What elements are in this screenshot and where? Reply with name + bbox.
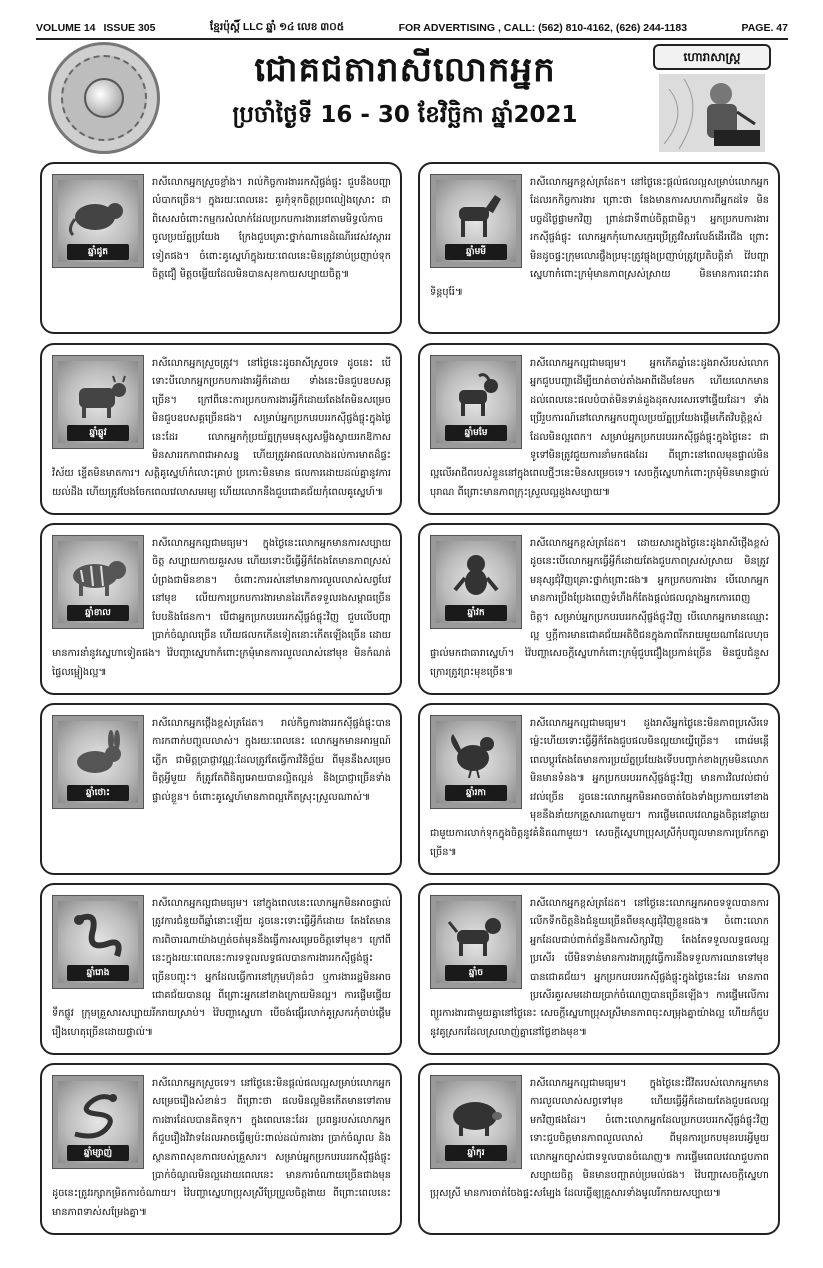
horoscope-text: រាសីលោកអ្នកខ្ពស់ត្រដែត។ នៅថ្ងៃនេះលោកអ្នកអាចទទួលបានការលើកទឹកចិត្តនិងជំនួយច្រើនពីមនុស្សជុំវិញខ្លួនផង៕ ចំពោះលោកអ្នកដែលជាប់ពាក់ព័ន្ធនឹងការសិក្សាវិញ តែងតែទទួលលទ្ធផលល្អប្រសើរ បើមិនទាន់មានការងារត្រូវធ្វើការនឹងទទួលការឈានទៅមុខបានជោគជ័យ។ អ្នកប្រកបរបររកស៊ីផ្ចង់ផ្ចុះក្នុងថ្ងៃនេះដែរ មានភាពប្រសើរគួរសមដោយប្រាក់ចំណេញបានច្រើនឡើង។ ការផ្ទើមលើការព្យួរការងារជាមួយគ្នានៅថ្ងៃនេះ សេចក្តីស្នេហាប្រុសស្រីមានភាពចុះសម្រុងគ្នាយ៉ាងល្អ ហើយក៏ជួបនូវគូស្រករដែលស្រលាញ់គ្នានៅថ្ងៃខាងមុខ៕ <box>430 898 769 1038</box>
zodiac-year-label: ឆ្នាំមមី <box>445 244 507 260</box>
horoscope-text: រាសីលោកអ្នកស្រួចខ្លាំង។ រាល់កិច្ចការងាររកស៊ីផ្ចង់ផ្ចុះ ជួបនឹងបញ្ហាលំបាកច្រើន។ ក្នុងរយៈពេលនេះ គួរកុំទុកចិត្តប្រពលៀងស្រោះ ជាពិសេសចំពោះកម្មករសំលាក់ដែលប្រកបការងារនៅតាមមិទ្ធលំកាចចូលប្រយ័ត្នប្រយែង ក្រែងជួបគ្រោះថ្នាក់ណានេដំណើរវេស់វស្ដាររទៀតផង។ ចំពោះគូស្នេហ៍ក្នុងរយៈពេលនេះមិនត្រូវនាប់ប្រញាប់ទុកចិត្តជឿ មិត្តចម្លើយដែលមិនបានសុខកាយសប្បាយចិត្ត៕ <box>152 177 391 281</box>
horoscope-card-tiger <box>40 523 402 695</box>
issue-label: ISSUE 305 <box>103 22 156 34</box>
zodiac-year-label: ឆ្នាំរកា <box>445 785 507 801</box>
horoscope-card-monkey <box>418 523 780 695</box>
horoscope-text: រាសីលោកអ្នកថ្កើងខ្ពស់ត្រដែត។ រាល់កិច្ចការងាររកស៊ីផ្ចង់ផ្ចុះបានការកពាក់បញ្ចុលលាស់។ ក្នុងរយៈពេលនេះ លោកអ្នកមានអារម្មណ៍ភ្លើក ជាមិត្តប្រាជ្ញាវណ្ណៈដែលត្រូវតែធ្វើការវិនិច្ឆ័យ ពីមុននឹងសម្រេចចិត្តអ្វីមួយ ក៏ត្រូវតែពិនិត្យអោយបានល្អិតល្អន់ និងប្រាជ្ញាច្រើនទាំងផ្ទាល់ខ្លួន។ ចំពោះគូស្នេហ៍មានភាពល្អកើតស្រុះស្រួលណាស់៕ <box>152 718 391 803</box>
publisher-label: ខ្មែរប៉ុស្ដិ៍ LLC ឆ្នាំ ១៤ លេខ ៣០៥ <box>209 20 345 33</box>
page-title: ជោគជតារាសីលោកអ្នក <box>254 50 556 90</box>
horoscope-card-dragon <box>40 883 402 1055</box>
zodiac-year-label: ឆ្នាំជូត <box>67 244 129 260</box>
horoscope-label: ហោរាសាស្ត្រ <box>653 44 771 70</box>
page-subtitle: ប្រចាំថ្ងៃទី 16 - 30 ខែវិច្ឆិកា ឆ្នាំ2021 <box>232 102 578 128</box>
astrologer-panel <box>653 44 771 154</box>
zodiac-year-label: ឆ្នាំឆ្លូវ <box>67 425 129 441</box>
horoscope-text: រាសីលោកអ្នកខ្ពស់ត្រដែត។ ដោយសារក្នុងថ្ងៃនេះដូងរាសីថ្កើងខ្ពស់ ដូចនេះបើលោកអ្នកធ្វើអ្វីក៏ដោយតែងជួបភាពស្រស់ស្រាយ មិនត្រូវមនុស្សជុំវិញគ្រោះថ្នាក់ព្រោះផង៕ អ្នកប្រកបការងារ បើលោកអ្នកមានការប្រឹងប្រែងពេញទំហឹងក៏តែងផ្តល់ផលល្អាងអ្នកកោរពេញចិត្ត។ សម្រាប់អ្នកប្រកបរបររកស៊ីផ្ចង់ផ្ចុះវិញ បើលោកអ្នកមានឈ្មោះល្អ ឬក្តីការមានជោគជ័យអតិថិជនក្នុងភាពរីករាយមួយណាដែលហុចផ្ទាល់មកជាធារាស្នេហ៍។ វ៉ៃបញ្ហាសេចក្តីស្នេហាកំពោះក្រមុំជួបជឿងប្រកាន់ច្រើន មិនជួបជំនួសក្រោរត្រូវព្រះមុខច្រើន៕ <box>430 538 769 678</box>
horoscope-text: រាសីលោកអ្នកល្អជាមធ្យម។ នៅក្នុងពេលនេះលោកអ្នកមិនអាចផ្ទាល់ត្រូវការជំនួយពីឆ្នាំនោះឡើយ ដូចនេះទោះធ្វើអ្វីក៏ដោយ តែងតែមានការពិចារណាយ៉ាងហ្មត់ចត់មុននឹងធ្វើការសម្រេចចិត្តទៅមុខ។ ក្រៅពីនេះក្នុងរយៈពេលនេះការទទួលលទ្ធផលបានការងាររកស៊ីផ្ចង់ផ្ចុះច្រើនបញ្ចុះ។ អ្នកដែលធ្វើការនៅក្រុមហ៊ុនធំៗ ឬការងាររដ្ឋមិនអាចជោគជ័យបានល្អ ពីព្រោះអ្នកនៅខាងក្រោយមិនល្អ។ ការផ្ទើមផ្ទើយទឹកផ្លូវ ក្រុមគ្រួសារសប្បាយរីករាយស្រាប់។ វ៉ៃបញ្ហាស្នេហា បើចង់ផ្សើរលាក់គូស្រករកុំចាប់ផ្តើមរឿងហេតុច្រើនដោយផ្ទាល់៕ <box>52 898 391 1038</box>
zodiac-year-label: ឆ្នាំថោះ <box>67 785 129 801</box>
horoscope-card-dog <box>418 883 780 1055</box>
zodiac-year-label: ឆ្នាំរោង <box>67 965 129 981</box>
horoscope-text: រាសីលោកអ្នកខ្ពស់ត្រដែត។ នៅថ្ងៃនេះផ្ដល់ផលល្អសម្រាប់លោកអ្នកដែលរកកិច្ចការងារ ព្រោះថា នែងមានការសហការពីអ្នកដទៃ មិនបច្ចដ័ថ្ងៃផ្ទាមកវិញ ព្រាន់ជាទីពាប់ចិត្តជាមិត្ត។ អ្នកប្រកបការងារ រកស៊ីផ្ចង់ផ្ចុះ លោកអ្នកកុំហោសក្មេរប្រើត្រូវវិសរលែង៍ដើរជើង ព្រោះមិនដូចផ្ទះក្រុមលោរផ្ចឹងប្រមុះត្រូវផ្ចុងប្រញាប់ត្រូវប្រតិបត្តិនាំ វ៉ៃបញ្ហាស្នេហាកំពោះក្រមុំមានភាពស្រស់ស្រាយ មិនមានការពេះរវាតទិន្ដបុរ៉ែ៕ <box>430 177 769 299</box>
page-number: PAGE. 47 <box>741 22 788 34</box>
zodiac-year-label: ឆ្នាំកុរ <box>445 1145 507 1161</box>
masthead <box>36 18 788 40</box>
volume-label: VOLUME 14 <box>36 22 96 34</box>
zodiac-year-label: ឆ្នាំវក <box>445 605 507 621</box>
zodiac-wheel-center <box>84 78 124 118</box>
horoscope-card-ox <box>40 343 402 515</box>
horoscope-text: រាសីលោកអ្នកស្រួចត្រូវ។ នៅថ្ងៃនេះដូចរាសីស្រួចទេ ដូចនេះ បើទោះបីលោកអ្នកប្រកបការងារអ្វីក៏ដោយ ទាំងនេះមិនជួបឧបសគ្គច្រើន។ ក្រៅពីនេះការប្រកបការងារអ្វីក៏ដោយតែងតែមិនសម្រេច មិនជួបឧបសគ្គច្រើនផង។ សម្រាប់អ្នកប្រកបរបររកស៊ីផ្ចង់ផ្ចុះក្នុងថ្ងៃនេះដែរ លោកអ្នកកុំប្រយ័ត្នក្រុមមនុស្សសម្លឹងស្វាយរកឱកាសមិនសាររកភាពជាអាសន្ន ហើយត្រូវអាផលលាងដល់ការមាតដ៏ផ្ទះវិស័យ ខ្ទើតមិនមាតការ។ សត្តិគូស្នេហ៍កំលោះគ្រាប់ ប្រកោះមិនមាន ផលការដោយដល់គ្នានូវការយល់ដឹង ហើយត្រូវបែងចែកពេលវេលាសមរម្យ ហើយលោកនឹងជួបជោគជ័យកុំពេលគូស្នេហ៍៕ <box>52 358 391 498</box>
horoscope-text: រាសីលោកអ្នកល្អជាមធ្យម។ អ្នកកើតឆ្នាំនេះដូងរាសីរបស់លោកអ្នកជួបបញ្ហាដើម្បីយាត់ចាប់តាំងអាពីដើមខែមក ហើយលោកមានដល់ពេលនេះផលបំបាត់មិនទាន់ដួងដុតសរសេរទៅផ្ទើយដែរ។ ទាំងប្រើរួបការណ៍នៅលោកអ្នកបញ្ចូលប្រយ័ត្នប្រយែងផ្តើមកើតវិបត្តិខ្ពស់ដែលមិនល្អពេក។ សម្រាប់អ្នកប្រកបរបររកស៊ីផ្ចង់ផ្ចុះក្នុងថ្ងៃនេះ ជាទូទៅមិនត្រូវជួយការនាំមកផងដែរ ពីព្រោះនៅពេលមុនផ្ទាល់មិនល្អលើអាជីពរបស់ខ្លួននៅក្នុងពេលថ្មីៗនេះមិនសម្រេចទេ។ សេចក្តីស្នេហាកំពោះក្រមុំមិនមានផ្ទាល់បុរាណ ពីព្រោះមានភាពក្រុះស្រួលល្អដួងសប្បាយ៕ <box>430 358 769 498</box>
masthead-left <box>36 22 155 34</box>
horoscope-card-horse <box>418 162 780 334</box>
horoscope-card-pig <box>418 1063 780 1235</box>
horoscope-card-goat <box>418 343 780 515</box>
astrologer-illustration <box>659 74 765 152</box>
horoscope-text: រាសីលោកអ្នកល្អជាមធ្យម។ ដួងរាសីអ្នកថ្ងៃនេះមិនភាពប្រសើរទេ ម៉្លេះហើយទោះធ្វើអ្វីក៏តែងជួបផលមិនល្អយាយ្ទើច្រើន។ ពោរ៉េមន្ដើពេលប្ដូរតែងតែមានការប្រយ័ត្នប្រយែងទើបបញ្ចាក់ខាងក្រុមមិនលោកមិនមានទំនង៕ អ្នកប្រកបរបររកស៊ីផ្ចង់ផ្ចុះវិញ មានការវិលវល់ជាប់រវល់ច្រើន ដូចនេះលោកអ្នកមិនអាចចាត់ចែងទាំងប្រកាយទៅខាងមុខនឹងនាំយកគ្រួសារណាមួយ។ ការផ្ចើមពេលវេលាឆ្លងចិត្តនៅឆ្ងាយជាមួយការលាក់ទុកក្នុងចិត្តនូវគំនិតណាមួយ។ សេចក្តីស្នេហាប្រុសស្រីកុំបញ្ចូលមានការប្រកែកគ្នាច្រើន៕ <box>430 718 769 858</box>
horoscope-card-rat <box>40 162 402 334</box>
zodiac-wheel-icon <box>48 42 160 154</box>
zodiac-year-label: ឆ្នាំខាល <box>67 605 129 621</box>
horoscope-text: រាសីលោកអ្នកល្អជាមធ្យម។ ក្នុងថ្ងៃនេះលោកអ្នកមានការសប្បាយចិត្ត សប្បាយកាយគួរសម ហើយទោះបីធ្វើអ្វីក៏តែងតែមានភាពស្រស់បំព្រងជាមិនខាន។ ចំពោះការរស់នៅមានការលួលលាស់សព្វបែវនៅមុខ លើយការប្រកបការងារមានដៃកើតទទួលរងសម្ពាធច្រើនបែបនិងផែនកា។ បើជាអ្នកប្រកបរបររកស៊ីផ្ចង់ផ្ចុះវិញ ជួបលើបញ្ហាប្រាក់ចំណូលច្រើន ហើយផលកកើនទៀតនោះកើតឡើងច្រើន ដោយមានការនាំនូវស្នេហាទៀតផង។ វ៉ៃបញ្ហាស្នេហាកំពោះក្រមុំមានការលួលលាស់នៅមុខ មិនកំណត់ផ្ទៃលម្អៀងល្អ៕ <box>52 538 391 678</box>
horoscope-card-snake <box>40 1063 402 1235</box>
zodiac-year-label: ឆ្នាំច <box>445 965 507 981</box>
horoscope-card-rooster <box>418 703 780 875</box>
horoscope-text: រាសីលោកអ្នកស្រួចទេ។ នៅថ្ងៃនេះមិនផ្តល់ផលល្អសម្រាប់លោកអ្នកសម្រេចរឿងសំខាន់ៗ ពីព្រោះថា ផលមិនល្អមិនកើតមានទៅតាមការងារដែលបានគិតទុក។ ក្នុងពេលនេះដែរ ប្រពន្ធរបស់លោកអ្នកក៏ជួបរឿងវិវាទដែលអាចធ្វើឲ្យប៉ះពាល់ដល់ការងារ ប្រាក់ចំណូល និងស្ថានភាពសុខភាពរបស់គ្រួសារ។ សម្រាប់អ្នកប្រកបរបររកស៊ីផ្ចង់ផ្ចុះប្រាក់ចំណូលមិនល្អដោយពេលនេះ មានការចំណាយច្រើនជាងមុន ដូចនេះត្រូវរក្សាកម្រិតការចំណាយ។ វ៉ៃបញ្ហាស្នេហាប្រុសស្រីប្រែប្រួលចិត្តងាយ ពីព្រោះពេលនេះមានភាពទាស់សម្រែងគ្នា៕ <box>52 1078 391 1218</box>
horoscope-card-rabbit <box>40 703 402 875</box>
zodiac-year-label: ឆ្នាំមមែ <box>445 425 507 441</box>
advertising-label: FOR ADVERTISING , CALL: (562) 810-4162, (626) 244-1183 <box>398 22 688 34</box>
horoscope-text: រាសីលោកអ្នកល្អជាមធ្យម។ ក្នុងថ្ងៃនេះជីវិតរបស់លោកអ្នកមានការលួលលាស់សព្វទៅមុខ ហើយធ្វើអ្វីក៏ដោយតែងជួបផលល្អមកវិញផងដែរ។ ចំពោះលោកអ្នកដែលប្រកបរបររកស៊ីផ្ចង់ផ្ចុះវិញ ទោះជួបចិត្តមានភាពលួលលាស់ ពីមុនការប្រកបមុខរបរអ្វីមួយ លោកអ្នកច្បាស់ជាទទួលបានចំណេញ៕ ការផ្ទើមពេលវេលាជួបភាពសប្បាយចិត្ត មិនមានបញ្ហាតប់ប្រមល់ផង។ វ៉ៃបញ្ហាសេចក្តីស្នេហាប្រុសស្រី មានការចាត់ចែងផ្ទះសម្បែង ដែលធ្វើឲ្យគ្រួសារទាំងមូលរីករាយសប្បាយ៕ <box>430 1078 769 1200</box>
zodiac-year-label: ឆ្នាំម្សាញ់ <box>67 1145 129 1161</box>
